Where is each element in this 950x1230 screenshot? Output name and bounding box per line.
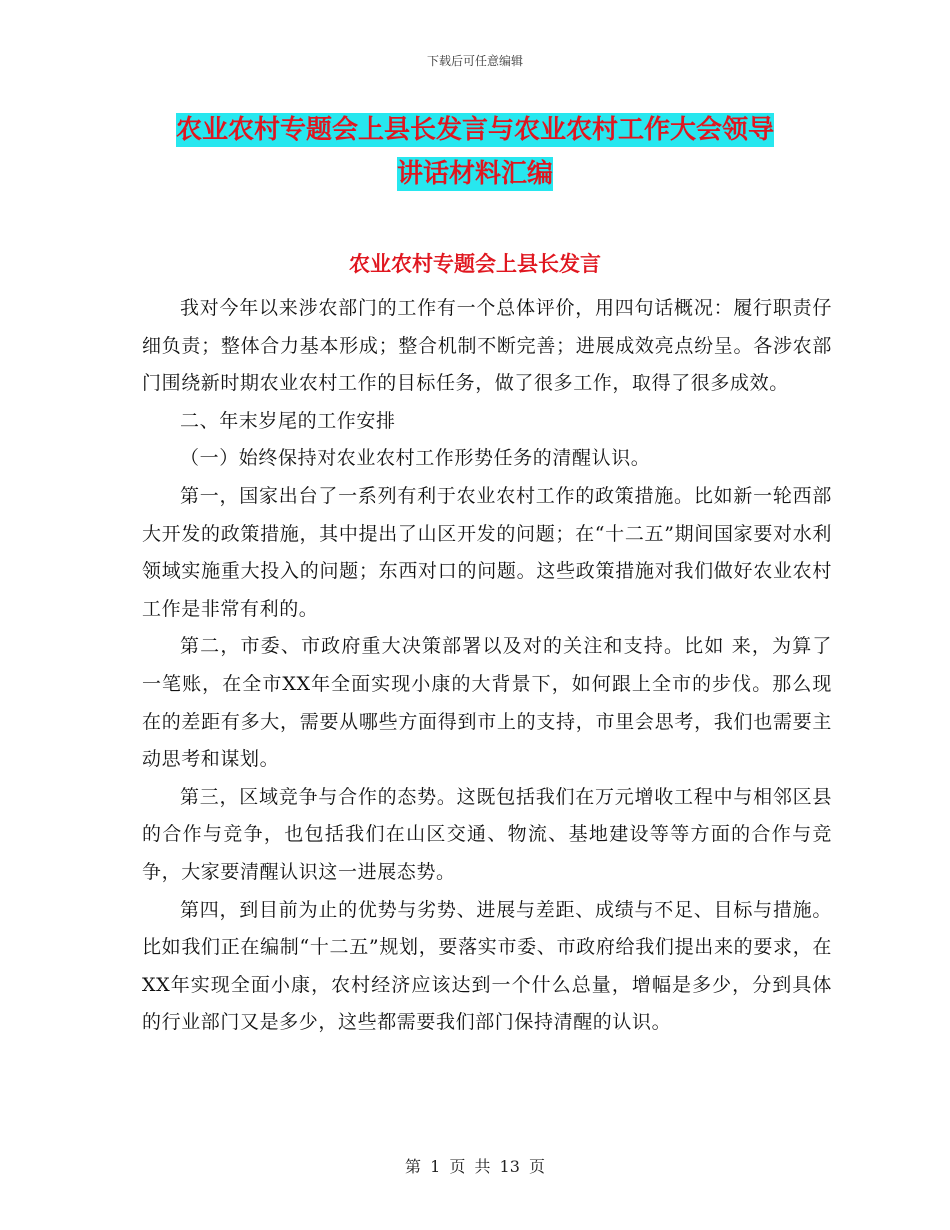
- section-title: 农业农村专题会上县长发言: [349, 252, 601, 276]
- document-title: [100, 108, 850, 196]
- document-body: [142, 290, 832, 1042]
- paragraph: 二、年末岁尾的工作安排: [180, 409, 396, 432]
- paragraph: 我对今年以来涉农部门的工作有一个总体评价，用四句话概况：履行职责仔细负责；整体合力基本形成；整合机制不断完善；进展成效亮点纷呈。各涉农部门围绕新时期农业农村工作的目标任务，做了很多工作，取得了很多成效。: [142, 297, 832, 395]
- header-note: 下载后可任意编辑: [426, 54, 523, 68]
- paragraph: （一）始终保持对农业农村工作形势任务的清醒认识。: [180, 447, 651, 470]
- document-title-line-1: 农业农村专题会上县长发言与农业农村工作大会领导: [175, 115, 774, 145]
- paragraph: 第二，市委、市政府重大决策部署以及对的关注和支持。比如 来，为算了一笔账，在全市XX年全面实现小康的大背景下，如何跟上全市的步伐。那么现在的差距有多大，需要从哪些方面得到市上的支持，市里会思考，我们也需要主动思考和谋划。: [142, 635, 832, 771]
- paragraph: 第四，到目前为止的优势与劣势、进展与差距、成绩与不足、目标与措施。比如我们正在编制“十二五”规划，要落实市委、市政府给我们提出来的要求，在XX年实现全面小康，农村经济应该达到一个什么总量，增幅是多少，分到具体的行业部门又是多少，这些都需要我们部门保持清醒的认识。: [142, 898, 832, 1034]
- paragraph: 第三，区域竞争与合作的态势。这既包括我们在万元增收工程中与相邻区县的合作与竞争，也包括我们在山区交通、物流、基地建设等等方面的合作与竞争，大家要清醒认识这一进展态势。: [142, 785, 832, 883]
- paragraph: 第一，国家出台了一系列有利于农业农村工作的政策措施。比如新一轮西部大开发的政策措施，其中提出了山区开发的问题；在“十二五”期间国家要对水利领域实施重大投入的问题；东西对口的问题。这些政策措施对我们做好农业农村工作是非常有利的。: [142, 484, 832, 620]
- document-title-line-2: 讲话材料汇编: [396, 159, 553, 189]
- page-number: 第 1 页 共 13 页: [405, 1157, 545, 1176]
